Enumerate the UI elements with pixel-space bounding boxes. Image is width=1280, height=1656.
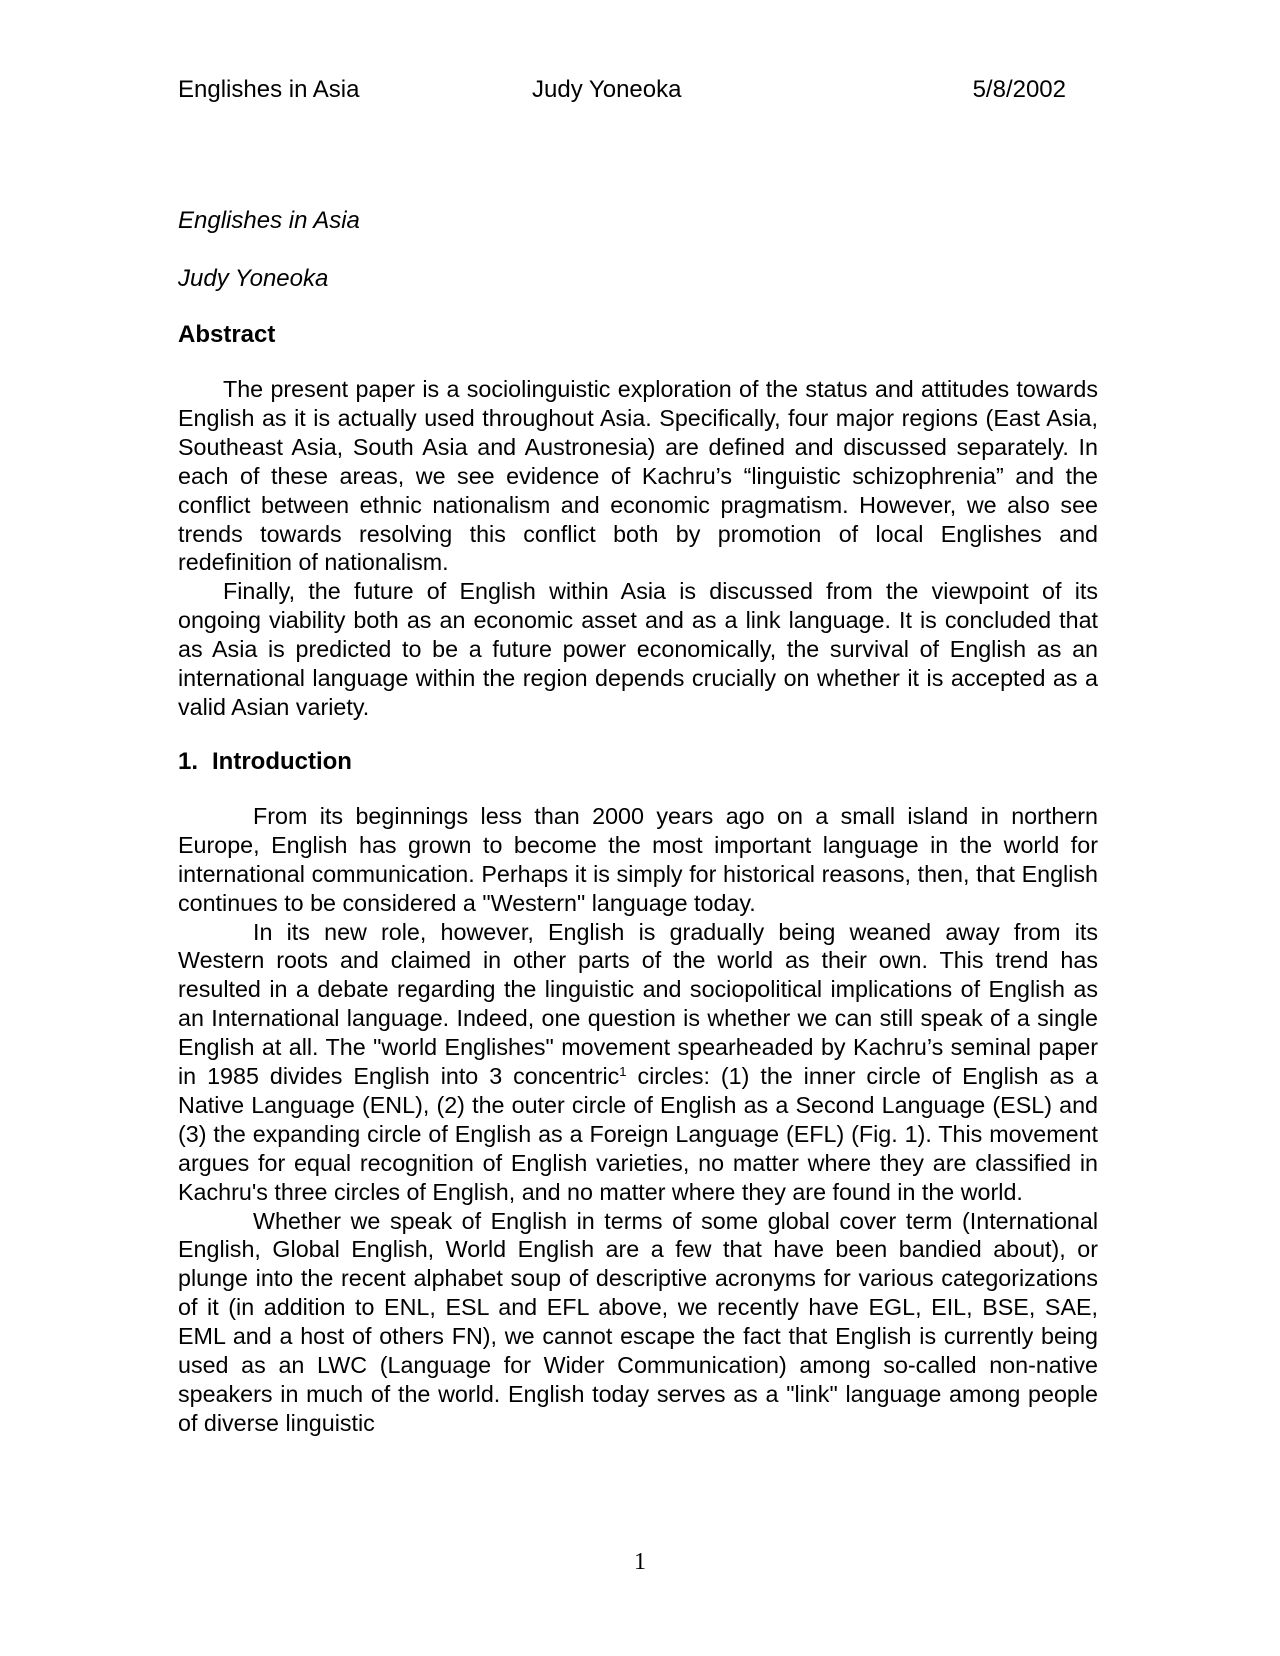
section-title: Introduction (212, 747, 352, 775)
paper-title: Englishes in Asia (178, 207, 360, 234)
paragraph-text: In its new role, however, English is gradually being weaned away from its Western roots and claimed in other parts of the world as their own. This trend has resulted in a debate regarding the linguistic and sociopolitical implications of English as an International language. Indeed, one question is whether we can still speak of a single English at all. The "world Englishes" movement spearheaded by Kachru’s seminal paper in 1985 divides English into 3 concentric (178, 918, 1098, 1090)
introduction-section (178, 802, 1098, 1438)
introduction-heading (178, 746, 1098, 778)
abstract-paragraph-1: The present paper is a sociolinguistic exploration of the status and attitudes towards English as it is actually used throughout Asia. Specifically, four major regions (East Asia, Southeast Asia, South Asia and Austronesia) are defined and discussed separately. In each of these areas, we see evidence of Kachru’s “linguistic schizophrenia” and the conflict between ethnic nationalism and economic pragmatism. However, we also see trends towards resolving this conflict both by promotion of local Englishes and redefinition of nationalism. (178, 376, 1098, 576)
header-date: 5/8/2002 (972, 76, 1066, 103)
introduction-paragraph-3: Whether we speak of English in terms of some global cover term (International English, Global English, World English are a few that have been bandied about), or plunge into the recent alphabet soup of descriptive acronyms for various categorizations of it (in addition to ENL, ESL and EFL above, we recently have EGL, EIL, BSE, SAE, EML and a host of others FN), we cannot escape the fact that English is currently being used as an LWC (Language for Wider Communication) among so-called non-native speakers in much of the world. English today serves as a "link" language among people of diverse linguistic (178, 1207, 1098, 1436)
abstract-paragraph-2: Finally, the future of English within Asia is discussed from the viewpoint of its ongoing viability both as an economic asset and as a link language. It is concluded that as Asia is predicted to be a future power economically, the survival of English as an international language within the region depends crucially on whether it is accepted as a valid Asian variety. (178, 578, 1098, 720)
running-header (178, 74, 1066, 106)
paragraph-text: circles: (1) the inner circle of English as a Native Language (ENL), (2) the outer circle of English as a Second Language (ESL) and (3) the expanding circle of English as a Foreign Language (EFL) (Fig. 1). This movement argues for equal recognition of English varieties, no matter where they are classified in Kachru's three circles of English, and no matter where they are found in the world. (178, 1063, 1098, 1205)
paper-author: Judy Yoneoka (178, 265, 329, 292)
abstract-heading: Abstract (178, 321, 276, 348)
footnote-marker[interactable]: 1 (619, 1064, 627, 1080)
header-title: Englishes in Asia (178, 76, 360, 103)
document-body (178, 205, 1098, 1438)
section-number: 1. (178, 747, 199, 775)
introduction-paragraph-1: From its beginnings less than 2000 years ago on a small island in northern Europe, English has grown to become the most important language in the world for international communication. Perhaps it is simply for historical reasons, then, that English continues to be considered a "Western" language today. (178, 802, 1098, 916)
introduction-paragraph-2 (178, 918, 1098, 1207)
page-number: 1 (634, 1549, 646, 1575)
header-author: Judy Yoneoka (532, 76, 682, 103)
abstract-section (178, 375, 1098, 722)
